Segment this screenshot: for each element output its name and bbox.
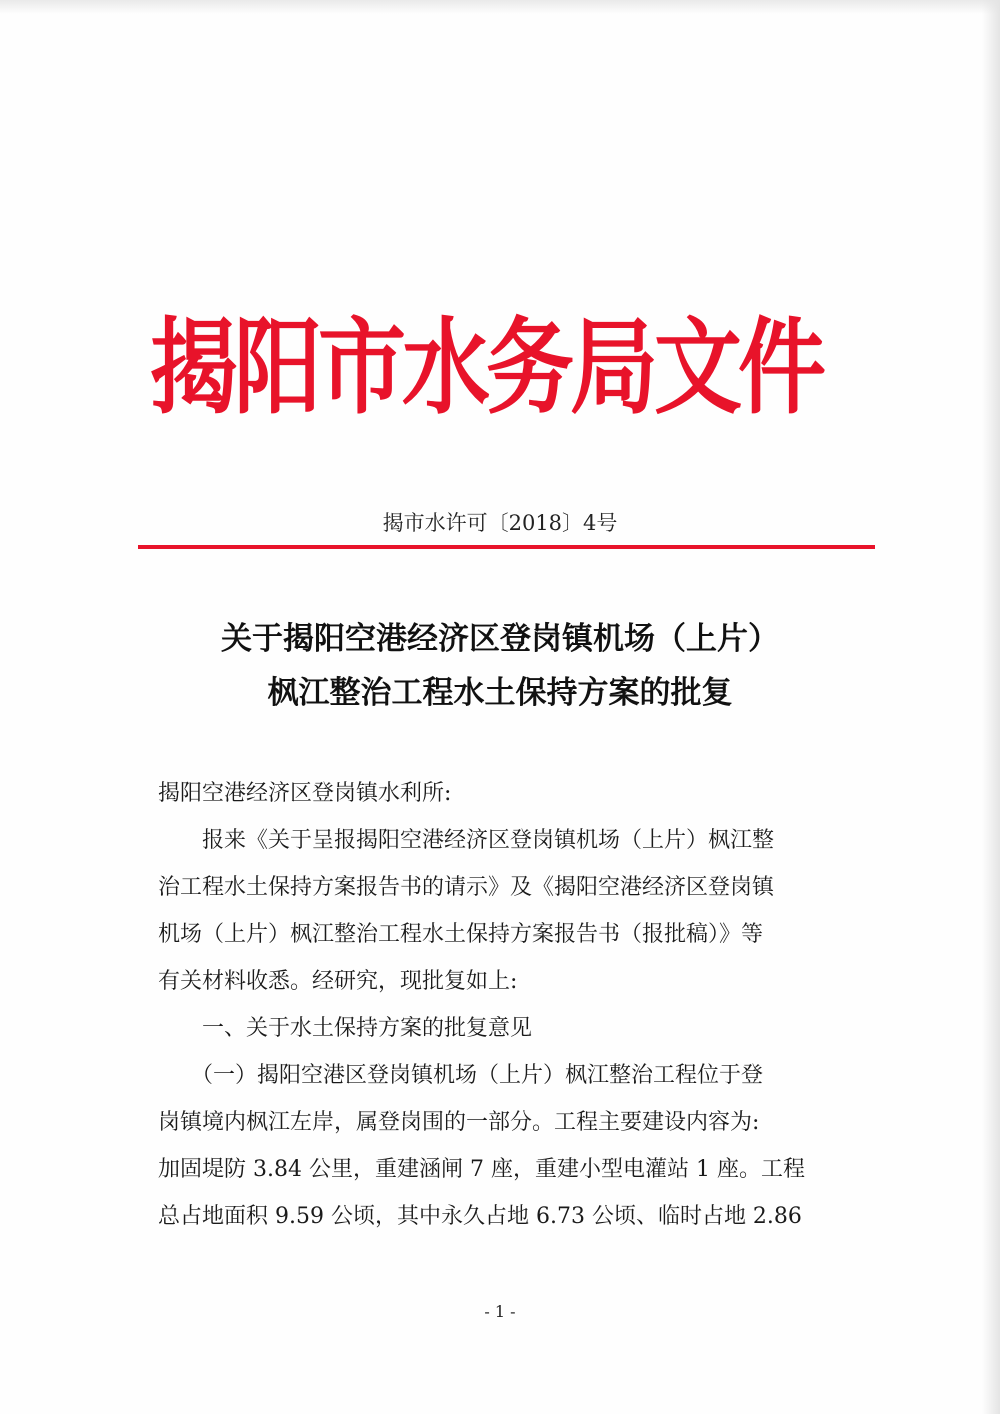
body-line: 报来《关于呈报揭阳空港经济区登岗镇机场（上片）枫江整 <box>158 828 775 853</box>
red-separator-line <box>138 545 875 549</box>
title-line-1: 关于揭阳空港经济区登岗镇机场（上片） <box>221 621 779 657</box>
body-line: 加固堤防 3.84 公里，重建涵闸 7 座，重建小型电灌站 1 座。工程 <box>158 1157 805 1182</box>
document-body <box>158 770 878 1240</box>
title-line-2: 枫江整治工程水土保持方案的批复 <box>267 675 733 711</box>
addressee-line: 揭阳空港经济区登岗镇水利所: <box>158 781 452 806</box>
page-number: - 1 - <box>484 1302 516 1321</box>
body-line: 机场（上片）枫江整治工程水土保持方案报告书（报批稿）》等 <box>158 922 764 947</box>
body-line: 有关材料收悉。经研究，现批复如上: <box>158 969 518 994</box>
scan-shadow-top <box>0 0 1000 14</box>
section-heading: 一、关于水土保持方案的批复意见 <box>158 1016 533 1041</box>
body-line: 岗镇境内枫江左岸，属登岗围的一部分。工程主要建设内容为: <box>158 1110 760 1135</box>
body-line: （一）揭阳空港区登岗镇机场（上片）枫江整治工程位于登 <box>158 1063 764 1088</box>
body-line: 总占地面积 9.59 公顷，其中永久占地 6.73 公顷、临时占地 2.86 <box>158 1204 802 1229</box>
body-line: 治工程水土保持方案报告书的请示》及《揭阳空港经济区登岗镇 <box>158 875 775 900</box>
document-title <box>0 612 1000 720</box>
document-number: 揭市水许可〔2018〕4号 <box>382 511 618 535</box>
issuer-heading: 揭阳市水务局文件 <box>150 305 823 429</box>
